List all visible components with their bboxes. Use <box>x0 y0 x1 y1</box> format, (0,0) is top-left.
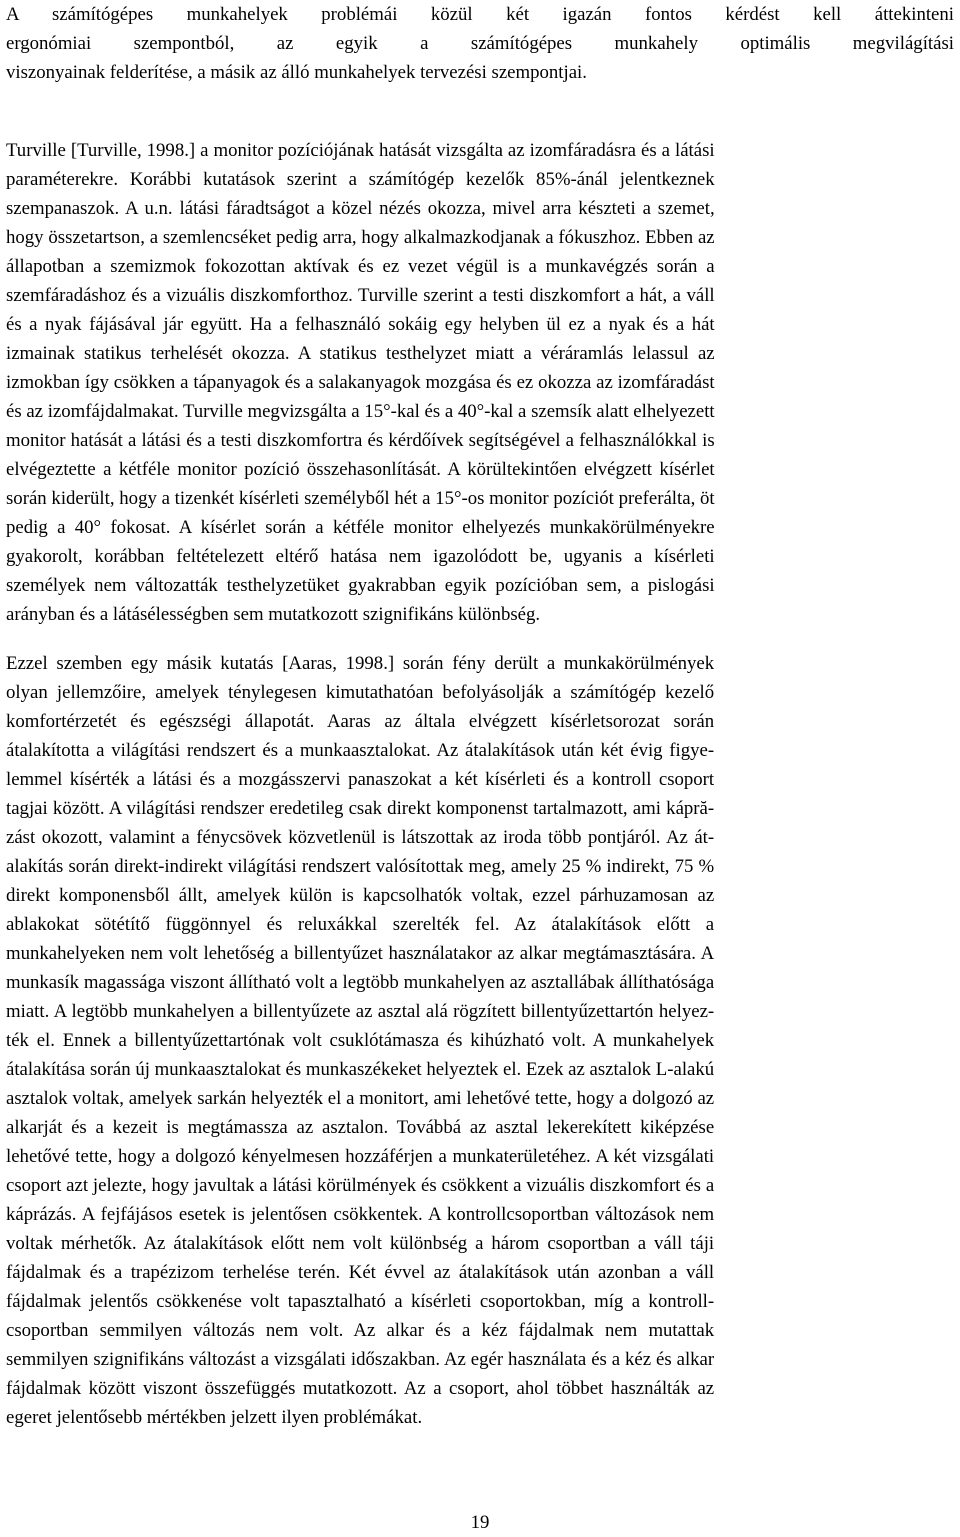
text-line: munkasík magassága viszont állítható volt a legtöbb munkahelyen az asztallábak állíthatósága <box>6 972 715 993</box>
text-line: direkt komponensből állt, amelyek külön is kapcsolhatók voltak, ezzel párhuzamosan az <box>6 885 715 906</box>
text-line: alakítás során direkt-indirekt világítási rendszert valósítottak meg, amely 25 % indirekt, 75 % <box>6 856 715 877</box>
text-line: fájdalmak között viszont összefüggés mutatkozott. Az a csoport, ahol többet használták az <box>6 1378 715 1399</box>
text-line: zást okozott, valamint a fénycsövek közvetlenül is látszottak az iroda több pontjáról. Az át- <box>6 827 715 848</box>
text-line: olyan jellemzőire, amelyek ténylegesen kimutathatóan befolyásolják a számítógép kezelő <box>6 682 715 703</box>
text-line: fájdalmak és a trapézizom terhelése terén. Két évvel az átalakítások után azonban a váll <box>6 1262 715 1283</box>
document-page <box>6 0 954 1428</box>
text-line: gyakorolt, korábban feltételezett eltérő hatása nem igazolódott be, ugyanis a kísérleti <box>6 546 715 567</box>
text-line: átalakította a világítási rendszert és a munkaasztalokat. Az átalakítások után két évig figye- <box>6 740 715 761</box>
text-line: lemmel kísérték a látási és a mozgásszervi panaszokat a két kísérleti és a kontroll csoport <box>6 769 715 790</box>
text-line: szemfáradáshoz és a vizuális diszkomforthoz. Turville szerint a testi diszkomfort a hát, a váll <box>6 285 715 306</box>
text-line: komfortérzetét és egészségi állapotát. Aaras az általa elvégzett kísérletsorozat során <box>6 711 715 732</box>
text-line: Turville [Turville, 1998.] a monitor pozíciójának hatását vizsgálta az izomfáradásra és a látási <box>6 140 715 161</box>
text-line: ergonómiai szempontból, az egyik a számítógépes munkahely optimális megvilágítási <box>6 33 954 54</box>
text-line: asztalok voltak, amelyek sarkán helyezték el a monitort, ami lehetővé tette, hogy a dolgozó az <box>6 1088 715 1109</box>
text-line: tagjai között. A világítási rendszer eredetileg csak direkt komponenst tartalmazott, ami kápră- <box>6 798 715 819</box>
text-line: csoport azt jelezte, hogy javultak a látási körülmények és csökkent a vizuális diszkomfort és a <box>6 1175 715 1196</box>
text-line: miatt. A legtöbb munkahelyen a billentyűzete az asztal alá rögzített billentyűzettartón helyez- <box>6 1001 715 1022</box>
text-line: pedig a 40° fokosat. A kísérlet során a kétféle monitor elhelyezés munkakörülményekre <box>6 517 715 538</box>
text-line: alkarját és a kezeit is megtámassza az asztalon. Továbbá az asztal lekerekített kiképzése <box>6 1117 715 1138</box>
text-line: ték el. Ennek a billentyűzettartónak volt csuklótámasza és kihúzható volt. A munkahelyek <box>6 1030 715 1051</box>
text-line: semmilyen szignifikáns változást a vizsgálati időszakban. Az egér használata és a kéz és alkar <box>6 1349 715 1370</box>
text-line: Ezzel szemben egy másik kutatás [Aaras, 1998.] során fény derült a munkakörülmények <box>6 653 715 674</box>
text-line: egeret jelentősebb mértékben jelzett ilyen problémákat. <box>6 1407 423 1428</box>
text-line: monitor hatását a látási és a testi diszkomfortra és kérdőívek segítségével a felhasználókkal is <box>6 430 715 451</box>
text-line: és az izomfájdalmakat. Turville megvizsgálta a 15°-kal és a 40°-kal a szemsík alatt elhelyezett <box>6 401 715 422</box>
text-line: személyek nem változatták testhelyzetüket gyakrabban egyik pozícióban sem, a pislogási <box>6 575 715 596</box>
text-line: szempanaszok. A u.n. látási fáradtságot a közel nézés okozza, mivel arra készteti a szemet, <box>6 198 715 219</box>
text-line: átalakítása során új munkaasztalokat és munkaszékeket helyeztek el. Ezek az asztalok L-alakú <box>6 1059 715 1080</box>
text-line: viszonyainak felderítése, a másik az álló munkahelyek tervezési szempontjai. <box>6 62 587 83</box>
text-line: során kiderült, hogy a tizenkét kísérleti személyből hét a 15°-os monitor pozíciót preferálta, öt <box>6 488 715 509</box>
text-line: A számítógépes munkahelyek problémái közül két igazán fontos kérdést kell áttekinteni <box>6 4 954 25</box>
page-number: 19 <box>470 1512 490 1533</box>
text-line: elvégeztette a kétféle monitor pozíció összehasonlítását. A körültekintően elvégzett kísérlet <box>6 459 715 480</box>
text-line: és a nyak fájásával jár együtt. Ha a felhasználó sokáig egy helyben ül ez a nyak és a hát <box>6 314 715 335</box>
text-line: ablakokat sötétítő függönnyel és reluxákkal szerelték fel. Az átalakítások előtt a <box>6 914 715 935</box>
text-line: hogy összetartson, a szemlencséket pedig arra, hogy alkalmazkodjanak a fókuszhoz. Ebben az <box>6 227 715 248</box>
text-line: voltak mérhetők. Az átalakítások előtt nem volt különbség a három csoportban a váll táji <box>6 1233 715 1254</box>
text-line: arányban és a látásélességben sem mutatkozott szignifikáns különbség. <box>6 604 541 625</box>
text-line: lehetővé tette, hogy a dolgozó kényelmesen hozzáférjen a munkaterületéhez. A két vizsgálati <box>6 1146 715 1167</box>
text-line: állapotban a szemizmok fokozottan aktívak és ez vezet végül is a munkavégzés során a <box>6 256 715 277</box>
text-line: izmokban így csökken a tápanyagok és a salakanyagok mozgása és ez okozza az izomfáradást <box>6 372 715 393</box>
text-line: fájdalmak jelentős csökkenése volt tapasztalható a kísérleti csoportokban, míg a kontroll- <box>6 1291 715 1312</box>
paragraph-intro <box>6 0 954 87</box>
paragraph-turville <box>6 136 715 629</box>
text-line: paraméterekre. Korábbi kutatások szerint a számítógép kezelők 85%-ánál jelentkeznek <box>6 169 715 190</box>
paragraph-aaras <box>6 649 714 1432</box>
text-line: csoportban semmilyen változás nem volt. Az alkar és a kéz fájdalmak nem mutattak <box>6 1320 715 1341</box>
text-line: izmainak statikus terhelését okozza. A statikus testhelyzet miatt a véráramlás lelassul az <box>6 343 715 364</box>
text-line: munkahelyeken nem volt lehetőség a billentyűzet használatakor az alkar megtámasztására. A <box>6 943 715 964</box>
text-line: káprázás. A fejfájásos esetek is jelentősen csökkentek. A kontrollcsoportban változások nem <box>6 1204 715 1225</box>
